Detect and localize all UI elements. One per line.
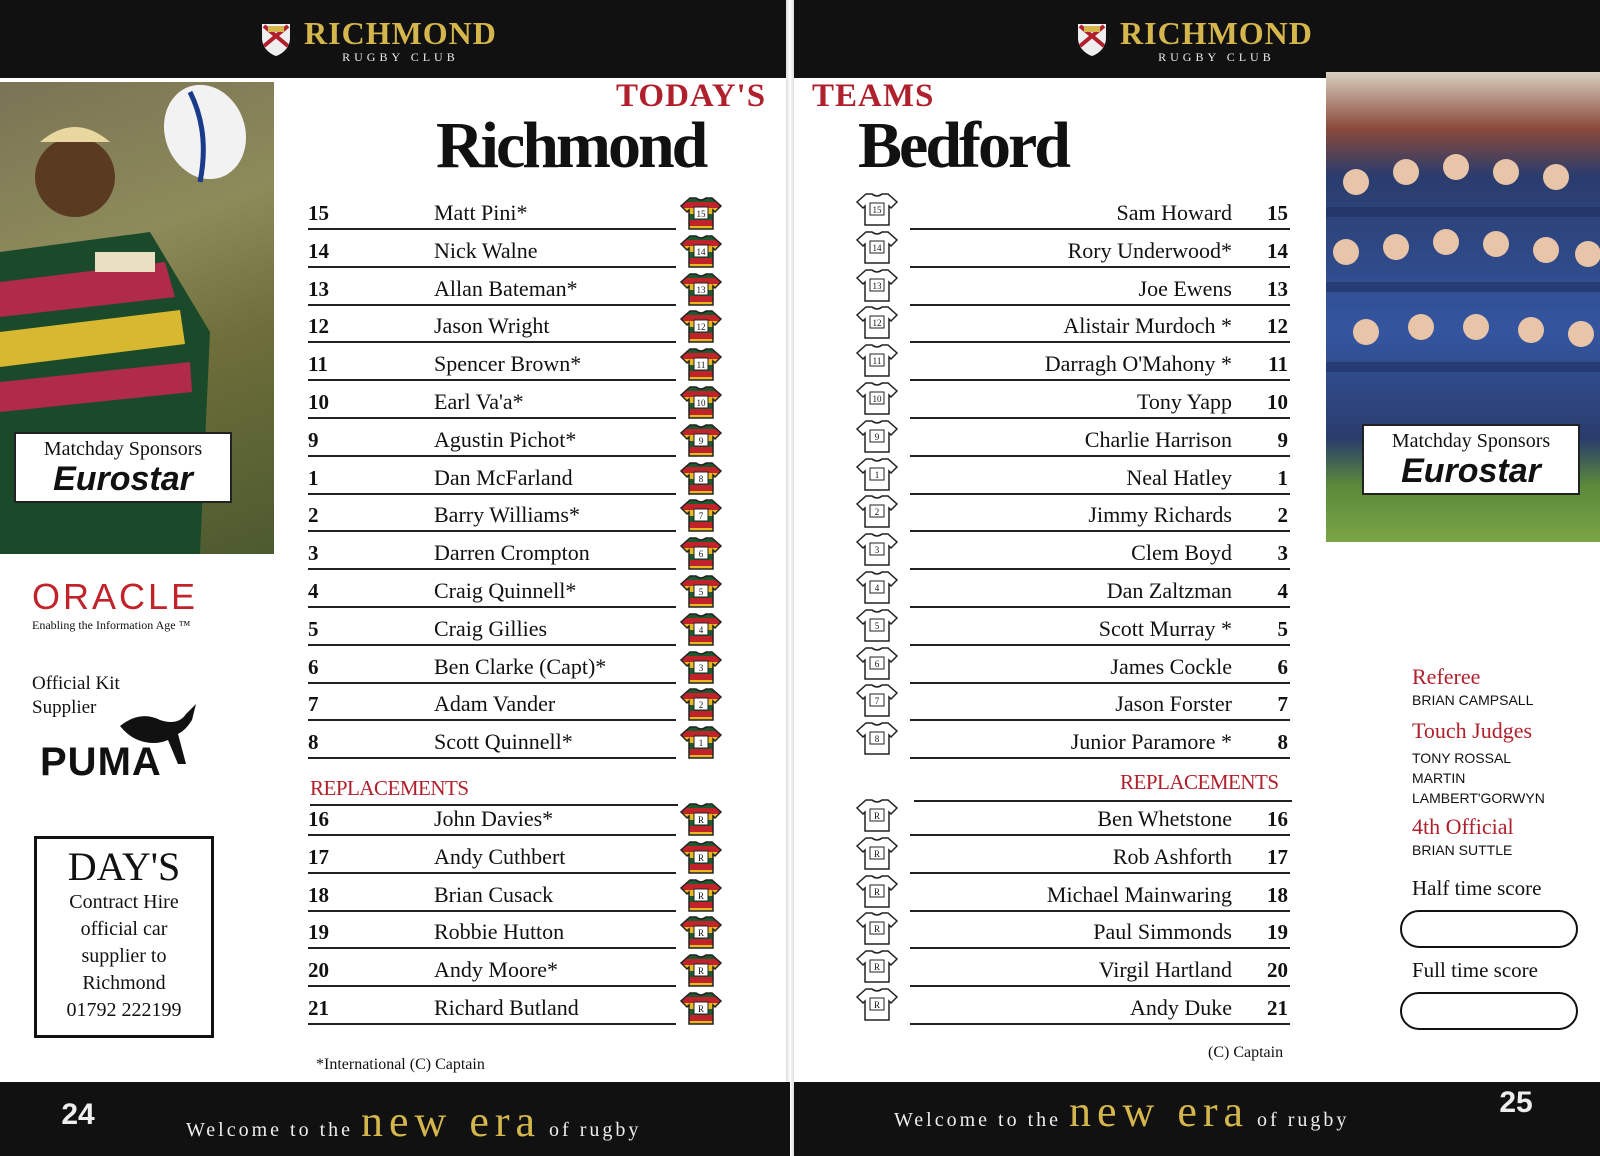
richmond-player-row [308,270,676,306]
days-line: Contract Hire [69,891,179,913]
player-name: Andy Duke [1129,995,1232,1020]
shirt-icon [856,608,898,642]
welcome-pre: Welcome to the [186,1119,354,1141]
svg-text:8: 8 [698,473,704,484]
shirt-number: 11 [1268,352,1288,377]
svg-text:7: 7 [874,696,880,707]
shirt-number: 20 [308,958,329,983]
player-name: Richard Butland [434,995,579,1020]
svg-text:14: 14 [696,246,706,257]
player-name: Michael Mainwaring [1046,881,1232,907]
player-name: Allan Bateman* [434,275,578,301]
shirt-icon [856,192,898,226]
shirt-icon [680,423,722,457]
shirt-icon [856,494,898,528]
svg-text:13: 13 [696,284,706,295]
player-name: Scott Quinnell* [434,729,573,755]
shirt-number: 17 [308,844,329,869]
richmond-player-row [308,232,676,268]
richmond-player-row [308,876,676,912]
matchday-sponsor-right [1362,424,1580,495]
svg-text:4: 4 [874,583,880,593]
shirt-number: 12 [308,314,329,339]
shirt-number: 13 [1267,276,1288,301]
bedford-player-row [910,383,1290,419]
shirt-icon [680,612,722,646]
shirt-number: 5 [308,616,319,641]
touch-judges-label: Touch Judges [1412,718,1533,743]
player-name: Rob Ashforth [1112,843,1232,869]
player-name: Agustin Pichot* [434,426,577,452]
richmond-player-row [308,951,676,987]
referee-name: BRIAN CAMPSALL [1412,692,1534,708]
richmond-player-row [308,307,676,343]
days-line: 01792 222199 [66,999,182,1021]
shirt-icon [856,570,898,604]
player-name: Junior Paramore * [1070,729,1232,755]
match-officials [1412,664,1600,860]
shirt-icon [680,650,722,684]
bedford-replacements-label: REPLACEMENTS [1120,770,1279,794]
player-name: Alistair Murdoch * [1063,313,1232,339]
shirt-icon [856,721,898,755]
svg-text:1: 1 [874,469,880,480]
richmond-player-row [308,610,676,646]
svg-text:R: R [873,962,881,973]
touch-judge-name: TONY ROSSAL [1412,750,1512,766]
svg-text:14: 14 [872,242,882,253]
matchday-label: Matchday Sponsors [43,438,203,460]
shirt-icon [680,953,722,987]
matchday-sponsor-left [14,432,232,503]
player-name: Adam Vander [434,691,556,717]
welcome-slogan [894,1086,1349,1137]
fourth-official-name: BRIAN SUTTLE [1412,842,1513,858]
page-number-right: 25 [1499,1086,1533,1119]
svg-text:2: 2 [698,700,704,711]
player-name: Craig Quinnell* [434,578,577,603]
shirt-number: 11 [308,352,328,377]
player-name: Joe Ewens [1138,275,1232,301]
shirt-number: 16 [1267,807,1288,831]
shirt-icon [856,381,898,415]
club-name: RICHMOND [304,15,497,51]
oracle-word: ORACLE [32,576,199,617]
shirt-number: 18 [1267,882,1288,907]
bedford-player-row [910,610,1290,646]
shirt-number: 7 [1277,692,1288,717]
days-line: official car [80,918,168,940]
shirt-number: 20 [1267,958,1288,983]
eurostar-logo: Eurostar [53,460,193,498]
crest-icon [260,22,292,58]
shirt-number: 8 [1277,730,1288,755]
shirt-number: 18 [308,882,329,907]
shirt-number: 19 [1267,920,1288,945]
welcome-post: of rugby [1257,1109,1350,1131]
shirt-number: 14 [1267,238,1288,263]
player-name: Darragh O'Mahony * [1044,351,1232,377]
player-name: Charlie Harrison [1084,426,1232,452]
shirt-icon [680,687,722,721]
shirt-number: 4 [1277,579,1288,603]
welcome-post: of rugby [549,1119,642,1141]
shirt-number: 6 [1277,654,1288,679]
bedford-player-row [910,270,1290,306]
eurostar-logo: Eurostar [1401,452,1541,490]
bedford-player-row [910,534,1290,570]
richmond-player-row [308,572,676,608]
bedford-player-row [910,194,1290,230]
player-name: Rory Underwood* [1067,237,1232,263]
player-name: Paul Simmonds [1093,919,1232,945]
svg-text:5: 5 [874,620,880,631]
referee-label: Referee [1412,664,1481,689]
shirt-icon [856,683,898,717]
svg-text:R: R [697,1004,705,1014]
player-name: Darren Crompton [434,540,590,566]
shirt-icon [856,646,898,680]
shirt-number: 17 [1267,844,1288,869]
svg-text:8: 8 [874,734,880,745]
touch-judge-name: MARTIN LAMBERT'GORWYN [1412,770,1545,806]
shirt-number: 12 [1267,314,1288,339]
kit-line2: Supplier [32,697,97,718]
player-name: John Davies* [434,806,554,831]
shirt-number: 15 [308,201,329,225]
player-name: Andy Cuthbert [434,843,566,869]
player-name: Craig Gillies [434,615,548,641]
shirt-number: 9 [308,427,319,452]
svg-text:R: R [873,924,881,935]
shirt-icon [856,949,898,983]
shirt-number: 9 [1277,427,1288,452]
player-name: Ben Whetstone [1097,806,1232,831]
shirt-number: 19 [308,920,329,945]
player-name: Matt Pini* [434,200,528,225]
kit-supplier-label [32,672,120,720]
shirt-icon [680,196,722,230]
svg-text:9: 9 [874,431,880,442]
richmond-player-row [308,838,676,874]
oracle-logo [32,578,198,633]
days-line: supplier to [81,945,167,967]
shirt-number: 14 [308,238,329,263]
svg-text:7: 7 [698,511,704,522]
shirt-icon [856,874,898,908]
club-logo-left [304,16,497,64]
divider [914,800,1292,802]
player-name: Jimmy Richards [1088,502,1232,528]
richmond-player-row [308,685,676,721]
svg-text:R: R [697,890,705,901]
player-name: Nick Walne [434,237,538,263]
shirt-number: 8 [308,730,319,755]
richmond-player-row [308,345,676,381]
bedford-title: Bedford [858,109,1068,182]
player-name: Dan Zaltzman [1106,578,1232,603]
player-name: Brian Cusack [434,881,554,907]
player-name: Dan McFarland [434,464,573,490]
kit-line1: Official Kit [32,673,120,694]
shirt-icon [680,309,722,343]
svg-text:R: R [873,848,881,859]
shirt-icon [856,532,898,566]
shirt-icon [680,991,722,1025]
bedford-player-row [910,572,1290,608]
richmond-player-row [308,534,676,570]
bedford-player-row [910,307,1290,343]
days-sponsor-box [34,836,214,1038]
days-line: Richmond [82,972,166,994]
shirt-icon [680,802,722,836]
shirt-icon [680,272,722,306]
bedford-player-row [910,648,1290,684]
shirt-number: 2 [1277,503,1288,528]
player-name: Jason Forster [1115,691,1232,717]
svg-text:R: R [697,928,705,939]
fourth-official-label: 4th Official [1412,814,1514,839]
richmond-player-row [308,383,676,419]
bedford-player-row [910,496,1290,532]
welcome-pre: Welcome to the [894,1109,1062,1131]
shirt-number: 1 [308,465,319,490]
shirt-icon [856,305,898,339]
richmond-player-row [308,648,676,684]
shirt-number: 15 [1267,201,1288,225]
bedford-player-row [910,459,1290,495]
player-name: Scott Murray * [1098,615,1232,641]
shirt-icon [856,987,898,1021]
crest-icon [1076,22,1108,58]
shirt-icon [680,385,722,419]
shirt-number: 6 [308,654,319,679]
svg-text:R: R [697,852,705,863]
richmond-player-row [308,723,676,759]
player-name: Earl Va'a* [434,389,524,414]
shirt-number: 10 [1267,390,1288,414]
svg-text:R: R [873,886,881,897]
shirt-icon [856,343,898,377]
shirt-number: 1 [1277,465,1288,490]
full-time-score-box [1400,992,1578,1030]
shirt-icon [680,536,722,570]
svg-text:15: 15 [696,209,706,219]
svg-text:12: 12 [872,318,882,329]
shirt-number: 7 [308,692,319,717]
bedford-player-row [910,723,1290,759]
heading-todays: TODAY'S [616,78,767,114]
puma-logo: PUMA [40,740,162,784]
days-title: DAY'S [67,844,181,889]
player-name: Neal Hatley [1126,464,1232,490]
svg-text:6: 6 [698,549,704,560]
shirt-number: 3 [308,541,319,566]
bedford-player-row [910,345,1290,381]
bedford-player-row [910,232,1290,268]
richmond-player-row [308,989,676,1025]
richmond-replacements-label: REPLACEMENTS [310,776,469,800]
richmond-title: Richmond [436,109,706,182]
half-time-score-box [1400,910,1578,948]
player-name: Tony Yapp [1136,389,1232,414]
svg-text:15: 15 [872,205,882,215]
club-logo-right [1120,16,1313,64]
player-name: Andy Moore* [434,957,559,983]
player-name: James Cockle [1110,653,1232,679]
divider [310,804,678,806]
shirt-icon [680,725,722,759]
club-sub: RUGBY CLUB [1158,50,1275,64]
player-name: Virgil Hartland [1098,957,1232,983]
shirt-icon [680,347,722,381]
welcome-big: new era [1069,1087,1250,1136]
svg-text:10: 10 [696,398,706,408]
shirt-icon [680,574,722,608]
club-name: RICHMOND [1120,15,1313,51]
svg-text:3: 3 [698,662,704,673]
player-name: Robbie Hutton [434,919,565,945]
full-time-label: Full time score [1412,958,1538,982]
svg-text:11: 11 [872,356,882,367]
shirt-icon [856,230,898,264]
bedford-player-row [910,800,1290,836]
shirt-number: 3 [1277,541,1288,566]
player-name: Spencer Brown* [434,351,582,377]
bedford-player-row [910,913,1290,949]
bedford-footnote: (C) Captain [1208,1044,1284,1061]
richmond-footnote: *International (C) Captain [316,1056,485,1073]
shirt-icon [856,798,898,832]
svg-text:R: R [697,966,705,977]
shirt-icon [680,915,722,949]
svg-text:6: 6 [874,658,880,669]
shirt-icon [680,234,722,268]
svg-text:1: 1 [698,738,704,749]
bedford-player-row [910,876,1290,912]
page-spine [786,0,794,1156]
matchday-label: Matchday Sponsors [1391,430,1551,452]
shirt-number: 16 [308,807,329,831]
svg-text:4: 4 [698,624,704,635]
heading-teams: TEAMS [812,78,935,114]
shirt-number: 5 [1277,616,1288,641]
shirt-number: 4 [308,579,319,603]
richmond-player-row [308,194,676,230]
shirt-number: 13 [308,276,329,301]
shirt-icon [680,878,722,912]
shirt-icon [856,911,898,945]
richmond-player-row [308,913,676,949]
richmond-player-row [308,459,676,495]
bedford-player-row [910,989,1290,1025]
club-sub: RUGBY CLUB [342,50,459,64]
shirt-number: 2 [308,503,319,528]
shirt-number: 21 [308,996,329,1020]
svg-text:3: 3 [874,545,880,556]
footer-bar-right [794,1082,1600,1156]
welcome-slogan [186,1096,641,1147]
header-bar-right [790,0,1600,78]
svg-text:10: 10 [872,394,882,404]
shirt-icon [856,419,898,453]
svg-text:R: R [873,1000,881,1010]
bedford-player-row [910,421,1290,457]
half-time-label: Half time score [1412,876,1542,900]
player-name: Sam Howard [1116,200,1232,225]
oracle-tagline: Enabling the Information Age ™ [32,618,191,632]
shirt-icon [856,836,898,870]
footer-bar-left [0,1082,790,1156]
svg-text:R: R [873,811,881,821]
svg-text:5: 5 [698,587,704,597]
player-name: Ben Clarke (Capt)* [434,653,607,679]
shirt-icon [856,268,898,302]
player-name: Barry Williams* [434,502,580,528]
shirt-number: 10 [308,390,329,414]
shirt-icon [680,498,722,532]
shirt-icon [680,840,722,874]
svg-text:13: 13 [872,280,882,291]
player-name: Jason Wright [434,313,550,339]
shirt-number: 21 [1267,996,1288,1020]
welcome-big: new era [361,1097,542,1146]
richmond-player-row [308,496,676,532]
richmond-player-row [308,421,676,457]
svg-text:9: 9 [698,435,704,446]
svg-text:11: 11 [696,360,706,371]
shirt-icon [680,461,722,495]
svg-text:R: R [697,815,705,825]
player-name: Clem Boyd [1131,540,1232,566]
bedford-player-row [910,838,1290,874]
shirt-icon [856,457,898,491]
svg-text:2: 2 [874,507,880,518]
page-number-left: 24 [61,1098,95,1131]
svg-text:12: 12 [696,322,706,333]
bedford-player-row [910,685,1290,721]
header-bar-left [0,0,788,78]
bedford-player-row [910,951,1290,987]
